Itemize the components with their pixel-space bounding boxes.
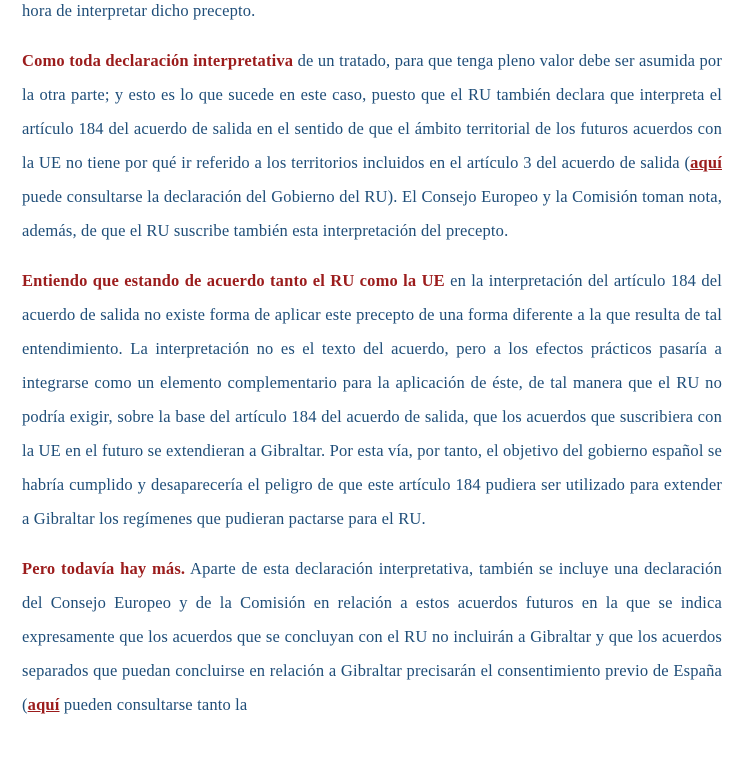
paragraph [22,552,722,722]
paragraph-list [22,0,722,722]
paragraph-lead-in: Entiendo que estando de acuerdo tanto el RU como la UE [22,271,445,290]
paragraph-text: de un tratado, para que tenga pleno valor debe ser asumida por la otra parte; y esto es lo que sucede en este caso, puesto que el RU también declara que interpreta el artículo 184 del acuerdo de salida en el sentido de que el ámbito territorial de los futuros acuerdos con la UE no tiene por qué ir referido a los territorios incluidos en el artículo 3 del acuerdo de salida ( [22,51,722,172]
inline-link-aqui[interactable]: aquí [27,695,60,714]
paragraph [22,44,722,248]
inline-link-aqui[interactable]: aquí [690,153,722,172]
paragraph [22,264,722,536]
paragraph-text: hora de interpretar dicho precepto. [22,1,256,20]
paragraph-text: puede consultarse la declaración del Gobierno del RU). El Consejo Europeo y la Comisión toman nota, además, de que el RU suscribe también esta interpretación del precepto. [22,187,722,240]
paragraph-text: Aparte de esta declaración interpretativa, también se incluye una declaración del Consejo Europeo y de la Comisión en relación a estos acuerdos futuros en la que se indica expresamente que los acuerdos que se concluyan con el RU no incluirán a Gibraltar y que los acuerdos separados que puedan concluirse en relación a Gibraltar precisarán el consentimiento previo de España ( [22,559,722,714]
paragraph [22,0,722,28]
paragraph-text: en la interpretación del artículo 184 del acuerdo de salida no existe forma de aplicar este precepto de una forma diferente a la que resulta de tal entendimiento. La interpretación no es el texto del acuerdo, pero a los efectos prácticos pasaría a integrarse como un elemento complementario para la aplicación de éste, de tal manera que el RU no podría exigir, sobre la base del artículo 184 del acuerdo de salida, que los acuerdos que suscribiera con la UE en el futuro se extendieran a Gibraltar. Por esta vía, por tanto, el objetivo del gobierno español se habría cumplido y desaparecería el peligro de que este artículo 184 pudiera ser utilizado para extender a Gibraltar los regímenes que pudieran pactarse para el RU. [22,271,723,528]
paragraph-lead-in: Pero todavía hay más. [22,559,186,578]
paragraph-text: pueden consultarse tanto la [59,695,248,714]
paragraph-lead-in: Como toda declaración interpretativa [22,51,294,70]
